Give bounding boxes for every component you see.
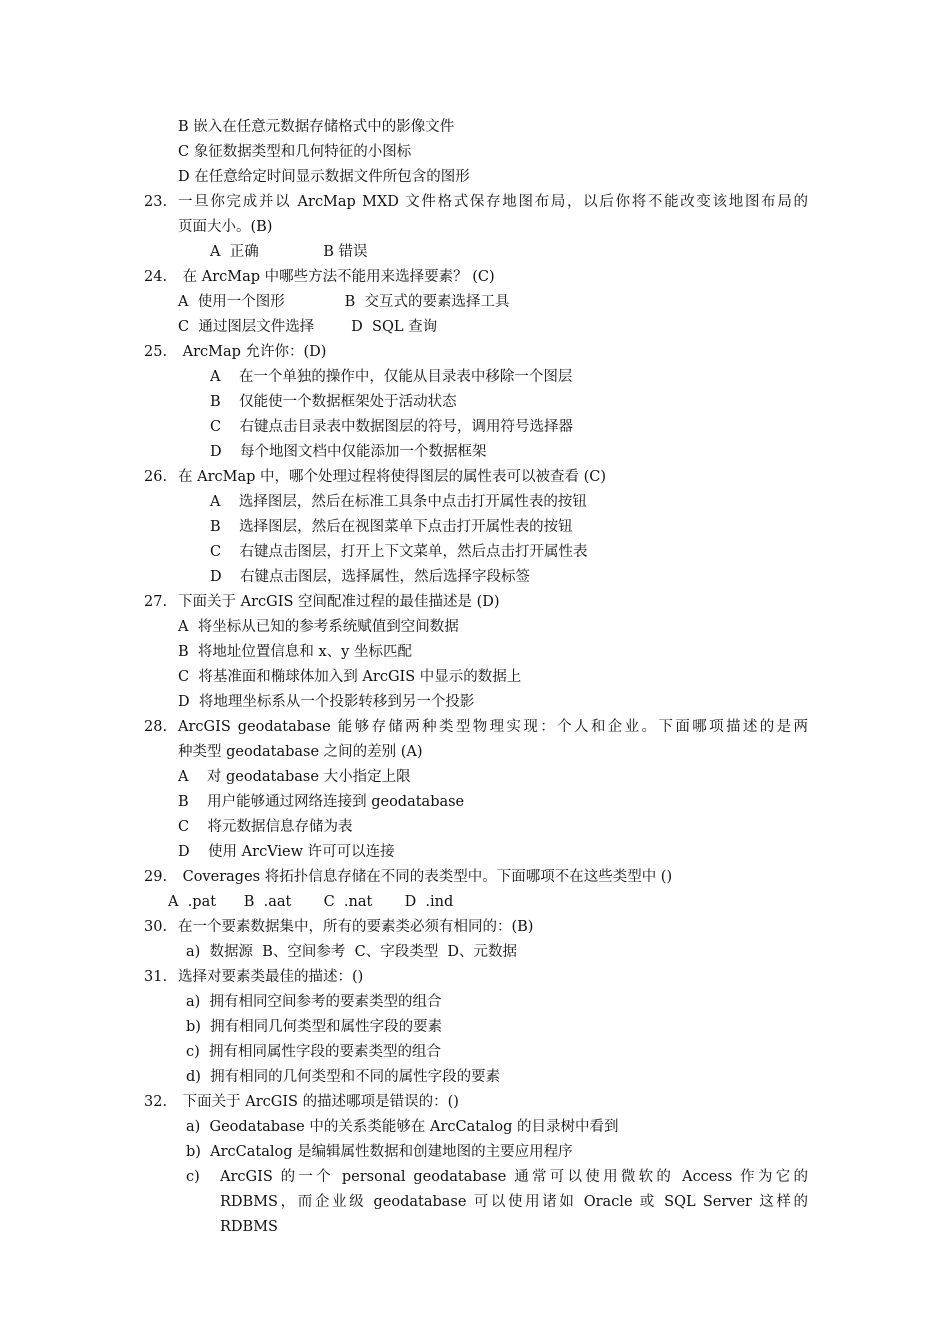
q26-option-d: D 右键点击图层，选择属性，然后选择字段标签 [210, 569, 531, 585]
q22-option-d: D 在任意给定时间显示数据文件所包含的图形 [178, 169, 470, 185]
q24-text: 在 ArcMap 中哪些方法不能用来选择要素？ (C) [178, 269, 495, 285]
q26-option-c: C 右键点击图层，打开上下文菜单，然后点击打开属性表 [210, 544, 588, 560]
q25-option-c: C 右键点击目录表中数据图层的符号，调用符号选择器 [210, 419, 574, 435]
q28-option-a: A 对 geodatabase 大小指定上限 [178, 769, 411, 785]
q24-options-row1: A 使用一个图形 B 交互式的要素选择工具 [178, 294, 510, 310]
q25-option-b: B 仅能使一个数据框架处于活动状态 [210, 394, 457, 410]
q26-text: 在 ArcMap 中，哪个处理过程将使得图层的属性表可以被查看 (C) [178, 469, 607, 485]
q24-options-row2: C 通过图层文件选择 D SQL 查询 [178, 319, 438, 335]
q32-option-a: a) Geodatabase 中的关系类能够在 ArcCatalog 的目录树中看到 [186, 1119, 619, 1135]
q27-number: 27. [144, 594, 168, 610]
q31-number: 31. [144, 969, 168, 985]
q31-text: 选择对要素类最佳的描述：() [178, 969, 364, 985]
q30-options: a) 数据源 B、空间参考 C、字段类型 D、元数据 [186, 944, 518, 960]
q27-option-a: A 将坐标从已知的参考系统赋值到空间数据 [178, 619, 459, 635]
q25-text: ArcMap 允许你：(D) [178, 344, 327, 360]
q28-text-line1: ArcGIS geodatabase 能够存储两种类型物理实现：个人和企业。下面哪项描述的是两 [178, 719, 808, 735]
q32-number: 32. [144, 1094, 168, 1110]
q32-option-c-line2: RDBMS，而企业级 geodatabase 可以使用诸如 Oracle 或 SQL Server 这样的 RDBMS [220, 1194, 808, 1235]
q23-number: 23. [144, 194, 168, 210]
q22-option-b: B 嵌入在任意元数据存储格式中的影像文件 [178, 119, 455, 135]
q28-option-b: B 用户能够通过网络连接到 geodatabase [178, 794, 465, 810]
q32-option-c-line1: ArcGIS 的一个 personal geodatabase 通常可以使用微软的 Access 作为它的 [220, 1169, 808, 1185]
q28-number: 28. [144, 719, 168, 735]
q31-option-d: d) 拥有相同的几何类型和不同的属性字段的要素 [186, 1069, 501, 1085]
q29-options: A .pat B .aat C .nat D .ind [168, 894, 454, 910]
q32-option-c-marker: c) [186, 1169, 200, 1185]
q28-text-line2: 种类型 geodatabase 之间的差别 (A) [178, 744, 423, 760]
q27-option-d: D 将地理坐标系从一个投影转移到另一个投影 [178, 694, 475, 710]
q27-text: 下面关于 ArcGIS 空间配准过程的最佳描述是 (D) [178, 594, 500, 610]
q29-text: Coverages 将拓扑信息存储在不同的表类型中。下面哪项不在这些类型中 () [178, 869, 673, 885]
q22-option-c: C 象征数据类型和几何特征的小图标 [178, 144, 412, 160]
q30-text: 在一个要素数据集中，所有的要素类必须有相同的：(B) [178, 919, 534, 935]
q24-number: 24. [144, 269, 168, 285]
q31-option-a: a) 拥有相同空间参考的要素类型的组合 [186, 994, 442, 1010]
q23-text-line1: 一旦你完成并以 ArcMap MXD 文件格式保存地图布局，以后你将不能改变该地图布局的 [178, 194, 808, 210]
q25-option-d: D 每个地图文档中仅能添加一个数据框架 [210, 444, 487, 460]
q25-number: 25. [144, 344, 168, 360]
q26-option-b: B 选择图层，然后在视图菜单下点击打开属性表的按钮 [210, 519, 573, 535]
q31-option-c: c) 拥有相同属性字段的要素类型的组合 [186, 1044, 441, 1060]
q30-number: 30. [144, 919, 168, 935]
q32-text: 下面关于 ArcGIS 的描述哪项是错误的：() [178, 1094, 459, 1110]
q28-option-d: D 使用 ArcView 许可可以连接 [178, 844, 395, 860]
q32-option-b: b) ArcCatalog 是编辑属性数据和创建地图的主要应用程序 [186, 1144, 573, 1160]
q31-option-b: b) 拥有相同几何类型和属性字段的要素 [186, 1019, 443, 1035]
q26-number: 26. [144, 469, 168, 485]
q27-option-b: B 将地址位置信息和 x、y 坐标匹配 [178, 644, 412, 660]
q28-option-c: C 将元数据信息存储为表 [178, 819, 353, 835]
q27-option-c: C 将基准面和椭球体加入到 ArcGIS 中显示的数据上 [178, 669, 522, 685]
q29-number: 29. [144, 869, 168, 885]
q23-options: A 正确 B 错误 [210, 244, 368, 260]
q25-option-a: A 在一个单独的操作中，仅能从目录表中移除一个图层 [210, 369, 573, 385]
q23-text-line2: 页面大小。(B) [178, 219, 273, 235]
q26-option-a: A 选择图层，然后在标准工具条中点击打开属性表的按钮 [210, 494, 587, 510]
